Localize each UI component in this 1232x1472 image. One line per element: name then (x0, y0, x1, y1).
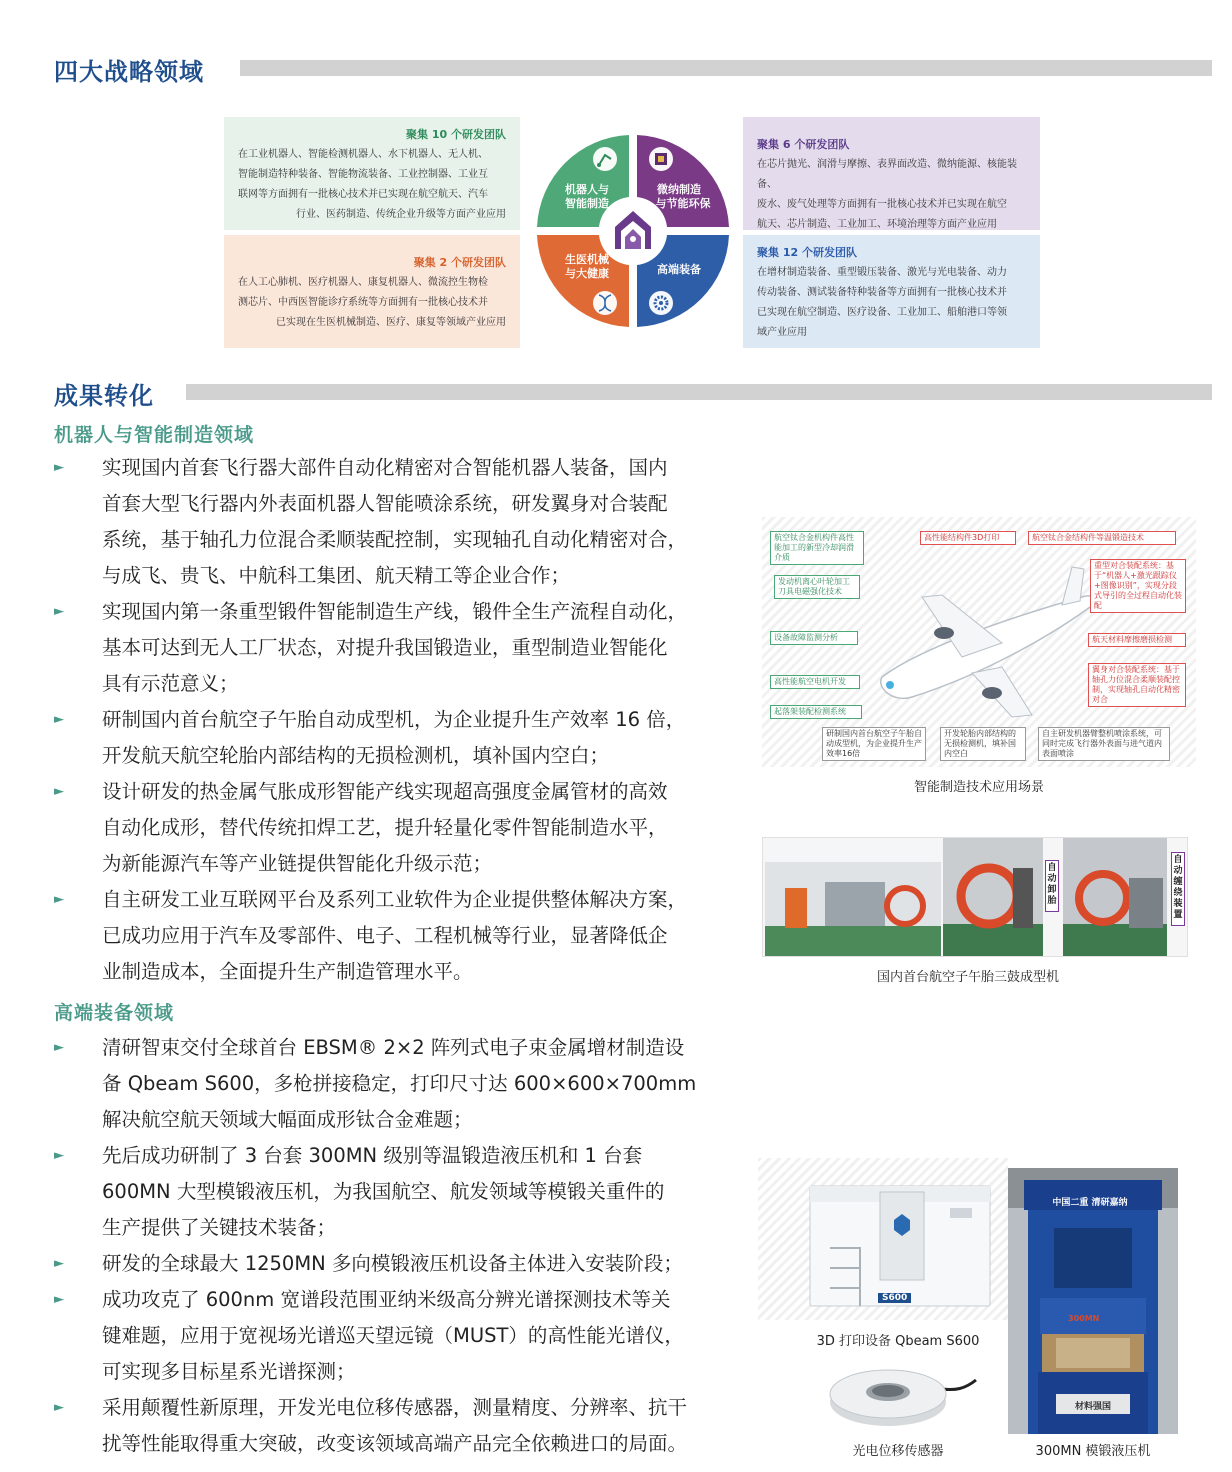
bullet-line: 自动化成形，替代传统扣焊工艺，提升轻量化零件智能制造水平， (102, 816, 668, 839)
strategy-donut (535, 133, 731, 329)
strategy-box-title: 聚集 10 个研发团队 (406, 128, 506, 141)
tire-machine-figure (762, 837, 1188, 957)
callout-tag: 开发轮胎内部结构的无损检测机，填补国内空白 (940, 727, 1026, 761)
bullet-line: 基本可达到无人工厂状态，对提升我国锻造业，重型制造业智能化 (102, 636, 668, 659)
bullet-line: 实现国内第一条重型锻件智能制造生产线，锻件全生产流程自动化， (102, 600, 688, 623)
strategy-box-equipment (743, 235, 1040, 348)
bullet-line: 自主研发工业互联网平台及系列工业软件为企业提供整体解决方案， (102, 888, 688, 911)
callout-tag: 设备故障监测分析 (770, 631, 858, 645)
quadrant-label: 微纳制造 (657, 183, 701, 196)
figure-caption: 光电位移传感器 (852, 1444, 944, 1459)
callout-tag: 高性能结构件3D打印 (920, 531, 1016, 545)
figure-caption: 3D 打印设备 Qbeam S600 (816, 1334, 980, 1349)
quadrant-label: 生医机械 (565, 253, 609, 266)
bullet-line: 键难题，应用于宽视场光谱巡天望远镜（MUST）的高性能光谱仪， (102, 1324, 684, 1347)
list-item (54, 1138, 744, 1246)
sensor-illustration (826, 1358, 978, 1438)
bullet-line: 研发的全球最大 1250MN 多向模锻液压机设备主体进入安装阶段； (102, 1252, 683, 1275)
bullet-line: 与成飞、贵飞、中航科工集团、航天精工等企业合作； (102, 564, 571, 587)
triangle-bullet-icon: ► (54, 1292, 64, 1307)
quadrant-label: 与节能环保 (655, 197, 711, 210)
printer-badge: S600 (878, 1293, 911, 1303)
callout-tag: 航空钛合金结构件等温锻造技术 (1028, 531, 1176, 545)
strategy-box-line: 联网等方面拥有一批核心技术并已实现在航空航天、汽车 (238, 189, 488, 200)
tire-label-b: 自动缠绕装置 (1171, 852, 1185, 926)
list-item (54, 1390, 744, 1462)
bullet-line: 清研智束交付全球首台 EBSM® 2×2 阵列式电子束金属增材制造设 (102, 1036, 685, 1059)
bullet-line: 可实现多目标星系光谱探测； (102, 1360, 356, 1383)
strategy-box-line: 已实现在航空制造、医疗设备、工业加工、船舶港口等领 (757, 307, 1007, 318)
robot-bullet-list (54, 450, 744, 990)
strategy-box-line: 行业、医药制造、传统企业升级等方面产业应用 (296, 209, 506, 220)
callout-tag: 航天材料摩擦磨损检测 (1088, 633, 1186, 647)
strategy-box-title: 聚集 2 个研发团队 (413, 256, 506, 269)
list-item (54, 1282, 744, 1390)
bullet-line: 备 Qbeam S600，多枪拼接稳定，打印尺寸达 600×600×700mm (102, 1072, 697, 1095)
triangle-bullet-icon: ► (54, 892, 64, 907)
strategy-box-line: 在人工心肺机、医疗机器人、康复机器人、微流控生物检 (238, 277, 488, 288)
bullet-line: 先后成功研制了 3 台套 300MN 级别等温锻造液压机和 1 台套 (102, 1144, 643, 1167)
bullet-line: 首套大型飞行器内外表面机器人智能喷涂系统，研发翼身对合装配 (102, 492, 668, 515)
strategy-box-robot (224, 117, 520, 230)
subsection-title-equipment: 高端装备领域 (54, 1002, 175, 1024)
press-plate: 材料强国 (1074, 1402, 1111, 1412)
list-item (54, 882, 744, 990)
strategy-box-title: 聚集 6 个研发团队 (757, 138, 850, 151)
gear-icon (649, 291, 673, 315)
strategy-box-micro (743, 117, 1040, 230)
factory-photo (765, 838, 941, 956)
section-title-bar (186, 384, 1212, 400)
bullet-line: 具有示范意义； (102, 672, 239, 695)
callout-tag: 发动机离心叶轮加工刀具电磁强化技术 (774, 575, 860, 599)
callout-tag: 航空钛合金机构件高性能加工的新型冷却润滑介质 (770, 531, 864, 565)
strategy-box-line: 传动装备、测试装备特种装备等方面拥有一批核心技术并 (757, 287, 1007, 298)
callout-tag: 自主研发机器臂整机喷涂系统，可同时完成飞行器外表面与进气道内表面喷涂 (1038, 727, 1170, 761)
strategy-box-line: 在工业机器人、智能检测机器人、水下机器人、无人机、 (238, 149, 488, 160)
list-item (54, 450, 744, 594)
quadrant-label: 智能制造 (565, 197, 609, 210)
subsection-title-robot: 机器人与智能制造领域 (54, 424, 255, 446)
bullet-line: 解决航空航天领域大幅面成形钛合金难题； (102, 1108, 473, 1131)
strategy-box-line: 智能制造特种装备、智能物流装备、工业控制器、工业互 (238, 169, 488, 180)
robot-arm-icon (593, 147, 617, 171)
strategy-box-line: 已实现在生医机械制造、医疗、康复等领域产业应用 (276, 317, 506, 328)
bullet-line: 业制造成本，全面提升生产制造管理水平。 (102, 960, 473, 983)
triangle-bullet-icon: ► (54, 1040, 64, 1055)
bullet-line: 系统，基于轴孔力位混合柔顺装配控制，实现轴孔自动化精密对合， (102, 528, 688, 551)
equipment-bullet-list (54, 1030, 744, 1462)
callout-tag: 起落架装配检测系统 (770, 705, 862, 719)
tire-label-a: 自动卸胎 (1045, 860, 1059, 912)
list-item (54, 1030, 744, 1138)
bullet-line: 600MN 大型模锻液压机，为我国航空、航发领域等模锻关重件的 (102, 1180, 665, 1203)
list-item (54, 594, 744, 702)
press-banner: 中国二重 清研嘉纳 (1052, 1198, 1128, 1208)
strategy-box-biomed (224, 235, 520, 348)
strategy-box-line: 在芯片抛光、润滑与摩擦、表界面改造、微纳能源、核能装备、 (757, 159, 1017, 190)
triangle-bullet-icon: ► (54, 1256, 64, 1271)
callout-tag: 重型对合装配系统：基于“机器人+激光跟踪仪+图像识别”，实现分段式导引的全过程自动化装配 (1090, 559, 1186, 613)
triangle-bullet-icon: ► (54, 1400, 64, 1415)
chip-icon (649, 147, 673, 171)
figure-caption: 300MN 模锻液压机 (1035, 1444, 1151, 1459)
bullet-line: 研制国内首台航空子午胎自动成型机，为企业提升生产效率 16 倍， (102, 708, 686, 731)
section-title-strategy: 四大战略领域 (54, 58, 204, 86)
dna-icon (593, 291, 617, 315)
list-item (54, 702, 744, 774)
aircraft-figure (762, 517, 1196, 767)
section-title-bar (240, 60, 1212, 76)
bullet-line: 设计研发的热金属气胀成形智能产线实现超高强度金属管材的高效 (102, 780, 668, 803)
bullet-line: 生产提供了关键技术装备； (102, 1216, 337, 1239)
press-badge: 300MN (1068, 1314, 1100, 1323)
strategy-box-title: 聚集 12 个研发团队 (757, 246, 857, 259)
list-item (54, 1246, 744, 1282)
quadrant-label: 机器人与 (565, 183, 609, 196)
quadrant-label: 高端装备 (657, 263, 701, 276)
strategy-box-line: 域产业应用 (757, 327, 807, 338)
callout-tag: 高性能航空电机开发 (770, 675, 860, 689)
section-title-results: 成果转化 (54, 382, 154, 410)
figure-caption: 智能制造技术应用场景 (913, 780, 1044, 795)
bullet-line: 实现国内首套飞行器大部件自动化精密对合智能机器人装备，国内 (102, 456, 668, 479)
figure-caption: 国内首台航空子午胎三鼓成型机 (876, 970, 1059, 985)
bullet-line: 扰等性能取得重大突破，改变该领域高端产品完全依赖进口的局面。 (102, 1432, 688, 1455)
bullet-line: 为新能源汽车等产业链提供智能化升级示范； (102, 852, 493, 875)
triangle-bullet-icon: ► (54, 712, 64, 727)
strategy-box-line: 在增材制造装备、重型锻压装备、激光与光电装备、动力 (757, 267, 1007, 278)
strategy-box-line: 测芯片、中西医智能诊疗系统等方面拥有一批核心技术并 (238, 297, 488, 308)
triangle-bullet-icon: ► (54, 1148, 64, 1163)
callout-tag: 翼身对合装配系统：基于轴孔力位混合柔顺装配控制，实现轴孔自动化精密对合 (1088, 663, 1186, 707)
bullet-line: 成功攻克了 600nm 宽谱段范围亚纳米级高分辨光谱探测技术等关 (102, 1288, 671, 1311)
winding-photo (1063, 838, 1167, 956)
triangle-bullet-icon: ► (54, 784, 64, 799)
callout-tag: 研制国内首台航空子午胎自动成型机，为企业提升生产效率16倍 (822, 727, 926, 761)
strategy-box-line: 废水、废气处理等方面拥有一批核心技术并已实现在航空 (757, 199, 1007, 210)
bullet-line: 已成功应用于汽车及零部件、电子、工程机械等行业，显著降低企 (102, 924, 668, 947)
bullet-line: 采用颠覆性新原理，开发光电位移传感器，测量精度、分辨率、抗干 (102, 1396, 688, 1419)
quadrant-label: 与大健康 (565, 267, 609, 280)
unloading-photo (943, 838, 1043, 956)
triangle-bullet-icon: ► (54, 604, 64, 619)
triangle-bullet-icon: ► (54, 460, 64, 475)
aircraft-illustration (862, 557, 1102, 727)
strategy-box-line: 航天、芯片制造、工业加工、环境治理等方面产业应用 (757, 219, 997, 230)
bullet-line: 开发航天航空轮胎内部结构的无损检测机，填补国内空白； (102, 744, 610, 767)
list-item (54, 774, 744, 882)
